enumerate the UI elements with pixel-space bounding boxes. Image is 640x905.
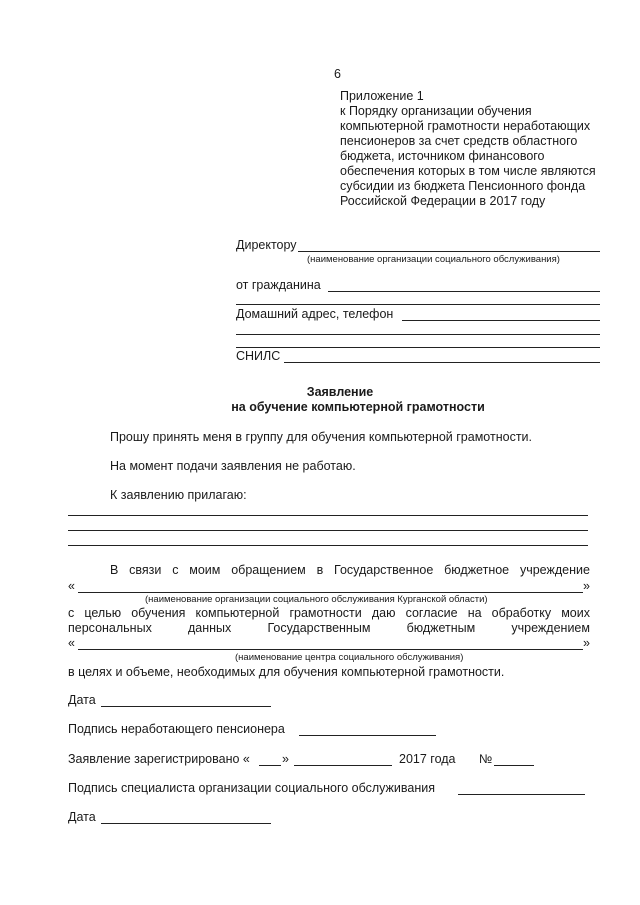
consent-word: с	[172, 563, 179, 577]
consent-word: в	[316, 563, 324, 577]
consent-word: обучения	[131, 606, 186, 620]
paragraph-request: Прошу принять меня в группу для обучения компьютерной грамотности.	[110, 430, 532, 444]
date-field[interactable]	[101, 706, 271, 707]
organization-hint: (наименование организации социального обслуживания Курганской области)	[145, 594, 488, 605]
registered-label: Заявление зарегистрировано «	[68, 752, 250, 766]
consent-word: бюджетным	[406, 621, 476, 635]
address-field-2[interactable]	[236, 334, 600, 335]
registered-number-sign: №	[479, 752, 493, 766]
consent-word: компьютерной	[195, 606, 280, 620]
director-label: Директору	[236, 238, 297, 252]
registered-number-field[interactable]	[494, 765, 534, 766]
consent-word: бюджетное	[444, 563, 510, 577]
paragraph-not-working: На момент подачи заявления не работаю.	[110, 459, 356, 473]
consent-word: даю	[371, 606, 396, 620]
address-field[interactable]	[402, 320, 600, 321]
citizen-label: от гражданина	[236, 278, 321, 292]
appendix-line: субсидии из бюджета Пенсионного фонда	[340, 179, 586, 193]
consent-line-6: в целях и объеме, необходимых для обучения компьютерной грамотности.	[68, 665, 505, 679]
director-field[interactable]	[298, 251, 600, 252]
appendix-line: компьютерной грамотности неработающих	[340, 119, 591, 133]
consent-word: В	[110, 563, 119, 577]
date2-field[interactable]	[101, 823, 271, 824]
signature-field[interactable]	[299, 735, 436, 736]
page-number: 6	[334, 67, 341, 81]
attachment-line-1[interactable]	[68, 515, 588, 516]
appendix-line: бюджета, источником финансового	[340, 149, 545, 163]
consent-word: Государственное	[334, 563, 434, 577]
title-line-1: Заявление	[306, 385, 374, 399]
appendix-line: пенсионеров за счет средств областного	[340, 134, 578, 148]
signature-label: Подпись неработающего пенсионера	[68, 722, 285, 736]
citizen-field[interactable]	[328, 291, 600, 292]
snils-label: СНИЛС	[236, 349, 281, 363]
registered-month-field[interactable]	[294, 765, 392, 766]
address-label: Домашний адрес, телефон	[236, 307, 394, 321]
date2-label: Дата	[68, 810, 96, 824]
consent-word: персональных	[68, 621, 152, 635]
consent-word: обработку	[491, 606, 552, 620]
address-field-3[interactable]	[236, 347, 600, 348]
consent-word: Государственным	[267, 621, 371, 635]
consent-word: целью	[84, 606, 122, 620]
consent-word: на	[467, 606, 482, 620]
director-hint: (наименование организации социального обслуживания)	[307, 254, 560, 265]
consent-word: учреждением	[511, 621, 590, 635]
quote-open-2: «	[68, 636, 75, 650]
center-hint: (наименование центра социального обслуживания)	[235, 652, 464, 663]
paragraph-attachments: К заявлению прилагаю:	[110, 488, 247, 502]
attachment-line-3[interactable]	[68, 545, 588, 546]
consent-word: обращением	[231, 563, 306, 577]
center-name-field[interactable]	[78, 649, 583, 650]
specialist-label: Подпись специалиста организации социального обслуживания	[68, 781, 436, 795]
title-line-2: на обучение компьютерной грамотности	[231, 400, 485, 414]
attachment-line-2[interactable]	[68, 530, 588, 531]
consent-word: согласие	[405, 606, 458, 620]
consent-word: моих	[561, 606, 590, 620]
consent-word: связи	[129, 563, 162, 577]
quote-open-1: «	[68, 579, 75, 593]
registered-year: 2017 года	[399, 752, 456, 766]
date-label: Дата	[68, 693, 96, 707]
appendix-line: Российской Федерации в 2017 году	[340, 194, 546, 208]
consent-line-4	[68, 621, 590, 636]
appendix-line: Приложение 1	[340, 89, 424, 103]
quote-close-1: »	[583, 579, 590, 593]
consent-line-3	[68, 606, 590, 621]
organization-name-field[interactable]	[78, 592, 583, 593]
specialist-signature-field[interactable]	[458, 794, 585, 795]
snils-field[interactable]	[284, 362, 600, 363]
registered-day-field[interactable]	[259, 765, 281, 766]
consent-word: данных	[187, 621, 232, 635]
appendix-line: к Порядку организации обучения	[340, 104, 532, 118]
consent-word: учреждение	[519, 563, 590, 577]
consent-line-1	[110, 563, 590, 578]
consent-word: грамотности	[289, 606, 362, 620]
citizen-field-2[interactable]	[236, 304, 600, 305]
appendix-block	[340, 89, 596, 209]
quote-close-2: »	[583, 636, 590, 650]
consent-word: с	[68, 606, 75, 620]
appendix-line: обеспечения которых в том числе являются	[340, 164, 596, 178]
registered-quote-close: »	[282, 752, 289, 766]
consent-word: моим	[189, 563, 221, 577]
